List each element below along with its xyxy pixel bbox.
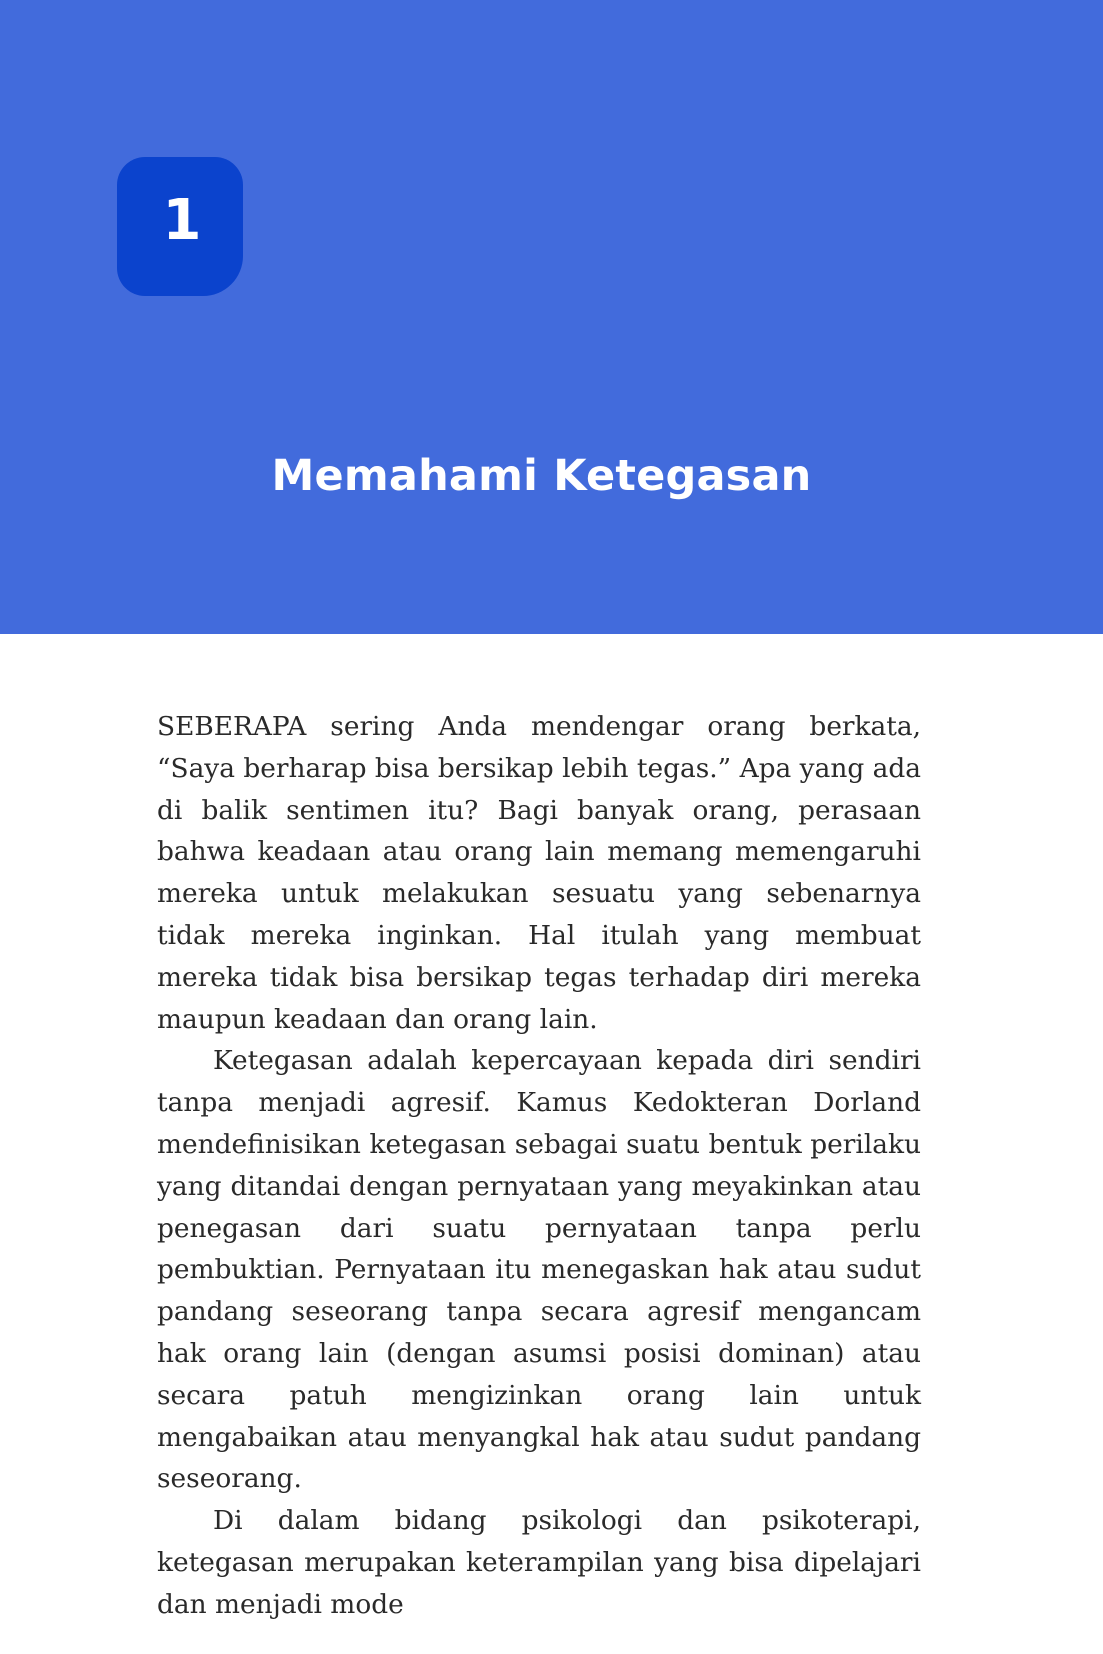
- body-paragraph-3: Di dalam bidang psikologi dan psikoterapi, ketegasan merupakan keterampilan yang bisa dipelajari dan menjadi mode: [157, 1505, 921, 1620]
- chapter-number: 1: [162, 187, 202, 253]
- chapter-number-badge: [117, 157, 243, 296]
- chapter-header-band: [0, 0, 1103, 634]
- chapter-title: Memahami Ketegasan: [271, 451, 812, 501]
- chapter-body: [157, 706, 921, 1626]
- body-paragraph-2: Ketegasan adalah kepercayaan kepada diri sendiri tanpa menjadi agresif. Kamus Kedokteran Dorland mendefinisikan ketegasan sebagai suatu bentuk perilaku yang ditandai dengan pernyataan yang meyakinkan atau penegasan dari suatu pernyataan tanpa perlu pembuktian. Pernyataan itu menegaskan hak atau sudut pandang seseorang tanpa secara agresif mengancam hak orang lain (dengan asumsi posisi dominan) atau secara patuh mengizinkan orang lain untuk mengabaikan atau menyangkal hak atau sudut pandang seseorang.: [157, 1045, 921, 1495]
- body-paragraph-1: SEBERAPA sering Anda mendengar orang berkata, “Saya berharap bisa bersikap lebih tegas.” Apa yang ada di balik sentimen itu? Bagi banyak orang, perasaan bahwa keadaan atau orang lain memang memengaruhi mereka untuk melakukan sesuatu yang sebenarnya tidak mereka inginkan. Hal itulah yang membuat mereka tidak bisa bersikap tegas terhadap diri mereka maupun keadaan dan orang lain.: [157, 711, 921, 1035]
